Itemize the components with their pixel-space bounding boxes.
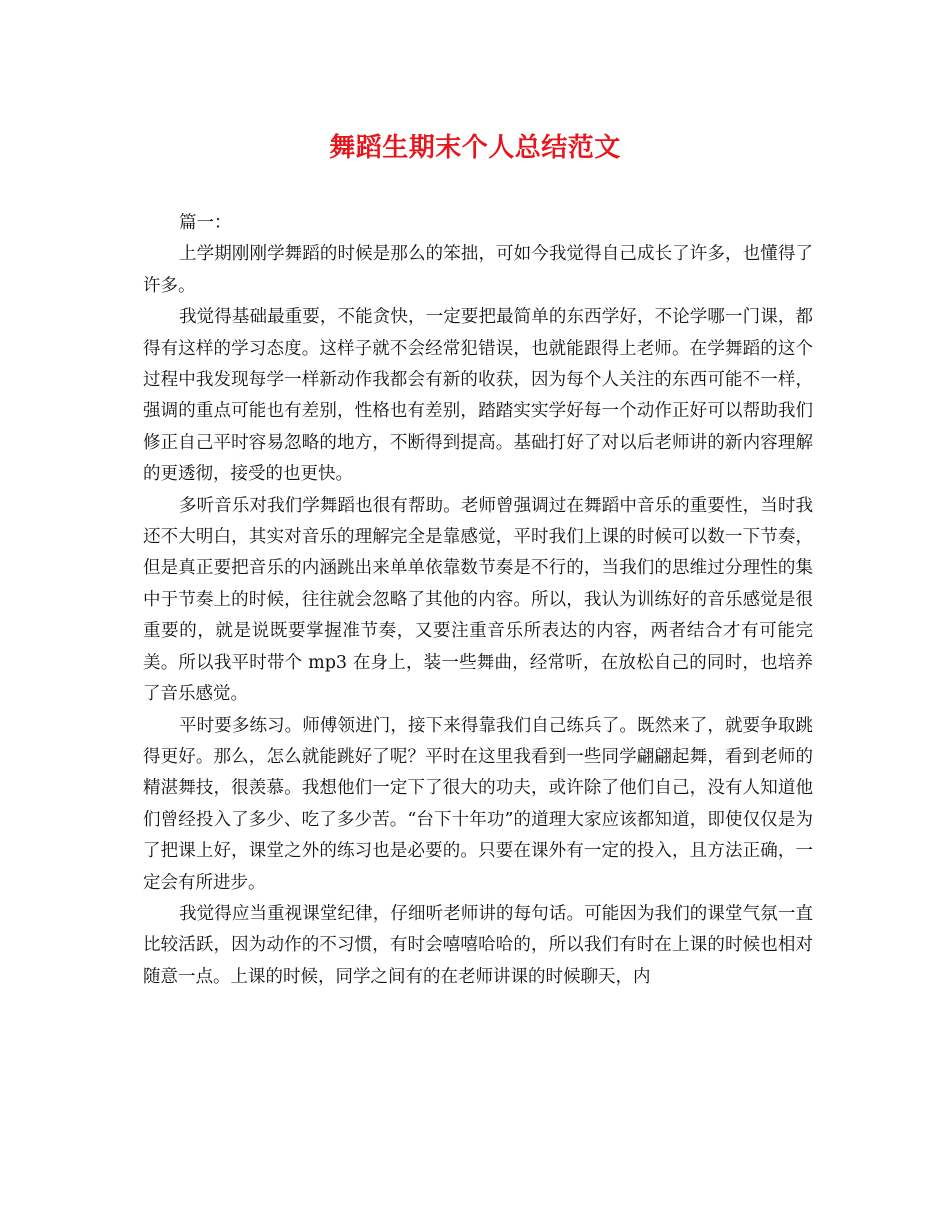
paragraph-4: 平时要多练习。师傅领进门，接下来得靠我们自己练兵了。既然来了，就要争取跳得更好。那么，怎么就能跳好了呢？平时在这里我看到一些同学翩翩起舞，看到老师的精湛舞技，很羡慕。我想他们一定下了很大的功夫，或许除了他们自己，没有人知道他们曾经投入了多少、吃了多少苦。“台下十年功”的道理大家应该都知道，即使仅仅是为了把课上好，课堂之外的练习也是必要的。只要在课外有一定的投入，且方法正确，一定会有所进步。 (143, 715, 813, 893)
paragraph-3: 多听音乐对我们学舞蹈也很有帮助。老师曾强调过在舞蹈中音乐的重要性，当时我还不大明白，其实对音乐的理解完全是靠感觉，平时我们上课的时候可以数一下节奏，但是真正要把音乐的内涵跳出来单单依靠数节奏是不行的，当我们的思维过分理性的集中于节奏上的时候，往往就会忽略了其他的内容。所以，我认为训练好的音乐感觉是很重要的，就是说既要掌握准节奏，又要注重音乐所表达的内容，两者结合才有可能完美。所以我平时带个 mp3 在身上，装一些舞曲，经常听，在放松自己的同时，也培养了音乐感觉。 (143, 495, 813, 705)
paragraph-1: 上学期刚刚学舞蹈的时候是那么的笨拙，可如今我觉得自己成长了许多，也懂得了许多。 (143, 244, 813, 296)
document-body (143, 208, 813, 993)
paragraph-5: 我觉得应当重视课堂纪律，仔细听老师讲的每句话。可能因为我们的课堂气氛一直比较活跃，因为动作的不习惯，有时会嘻嘻哈哈的，所以我们有时在上课的时候也相对随意一点。上课的时候，同学之间有的在老师讲课的时候聊天，内 (143, 903, 813, 987)
paragraph-2: 我觉得基础最重要，不能贪快，一定要把最简单的东西学好，不论学哪一门课，都得有这样的学习态度。这样子就不会经常犯错误，也就能跟得上老师。在学舞蹈的这个过程中我发现每学一样新动作我都会有新的收获，因为每个人关注的东西可能不一样，强调的重点可能也有差别，性格也有差别，踏踏实实学好每一个动作正好可以帮助我们修正自己平时容易忽略的地方，不断得到提高。基础打好了对以后老师讲的新内容理解的更透彻，接受的也更快。 (143, 307, 813, 485)
section-heading: 篇一： (179, 213, 232, 233)
document-title: 舞蹈生期末个人总结范文 (329, 133, 621, 163)
